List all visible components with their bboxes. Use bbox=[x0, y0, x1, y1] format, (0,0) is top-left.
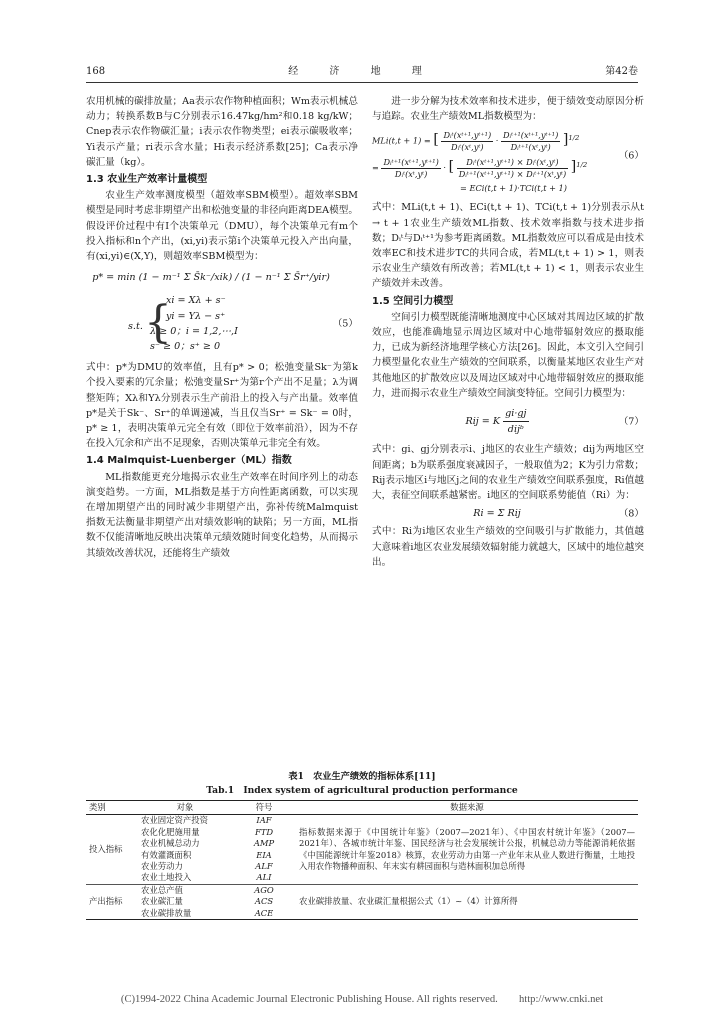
eq6-line3: = ECi(t,t + 1)·TCi(t,t + 1) bbox=[460, 183, 567, 194]
equation-7 bbox=[372, 406, 644, 437]
object-cell: 有效灌溉面积 bbox=[141, 849, 192, 860]
column-header: 对象 bbox=[138, 801, 232, 815]
section-heading-1-4: 1.4 Malmquist-Luenberger（ML）指数 bbox=[86, 455, 292, 467]
paragraph: ML指数能更充分地揭示农业生产效率在时间序列上的动态演变趋势。一方面，ML指数是基于方向性距离函数，可以实现在增加期望产出的同时减少非期望产出，弥补传统Malmquist指数无法衡量非期望产出对绩效影响的缺陷；另一方面，ML指数不仅能清晰地反映出决策单元绩效随时间变化趋势，从而揭示其绩效改善状况，还能将生产绩效 bbox=[86, 471, 358, 559]
eq5-label: s.t. bbox=[128, 321, 143, 333]
paragraph: 农用机械的碳排放量；Aa表示农作物种植面积；Wm表示机械总动力；转换系数B与C分别表示16.47kg/hm²和0.18 kg/kW；Cnep表示农作物碳汇量；i表示农作物类型；ei表示碳吸收率；Yi表示产量；ri表示含水量；Hi表示经济系数[25]；Ca表示净碳汇量（kg）。 bbox=[86, 96, 358, 168]
indicator-table bbox=[86, 800, 638, 920]
eq6-fraction: $\frac{\text{Dᵢᵗ(xᵗ⁺¹,yᵗ⁺¹) × Dᵢᵗ(xᵗ,yᵗ)}}{\text{Dᵢᵗ⁺¹(xᵗ⁺¹,yᵗ⁺¹) × Dᵢᵗ⁺¹(xᵗ,yᵗ)}}$ bbox=[458, 157, 567, 180]
eq7-lhs: Rij = K bbox=[465, 416, 501, 428]
paragraph: 进一步分解为技术效率和技术进步，便于绩效变动原因分析与追踪。农业生产绩效ML指数模型为： bbox=[372, 96, 644, 123]
eq5-line: λ ≥ 0；i = 1,2,⋯,I bbox=[150, 325, 238, 337]
category-cell: 产出指标 bbox=[86, 884, 138, 919]
section-heading-1-5: 1.5 空间引力模型 bbox=[372, 295, 454, 307]
equation-number: （7） bbox=[618, 416, 644, 428]
table-title-cn: 表1 农业生产绩效的指标体系[11] bbox=[288, 771, 436, 782]
table-title-en: Tab.1 Index system of agricultural production performance bbox=[206, 785, 518, 796]
object-cell: 农业碳排放量 bbox=[138, 908, 232, 920]
eq5-line: s⁻ ≥ 0；s⁺ ≥ 0 bbox=[150, 341, 221, 353]
equation-number: （5） bbox=[332, 318, 358, 330]
object-cell: 农化化肥施用量 bbox=[141, 826, 200, 837]
paragraph: 式中：Ri为i地区农业生产绩效的空间吸引与扩散能力，其值越大意味着i地区农业发展绩效辐射能力就越大，区域中的地位越突出。 bbox=[372, 526, 644, 568]
eq6-power: 1/2 bbox=[576, 161, 588, 170]
object-cell: 农业总产值 bbox=[141, 884, 183, 895]
symbol-cell: ACE bbox=[232, 908, 296, 920]
column-header: 符号 bbox=[232, 801, 296, 815]
source-cell: 农业碳排放量、农业碳汇量根据公式（1）~（4）计算所得 bbox=[296, 884, 638, 919]
object-cell: 农业固定资产投资 bbox=[141, 815, 208, 826]
eq8-body: Ri = Σ Rij bbox=[473, 508, 521, 520]
source-cell: 指标数据来源于《中国统计年鉴》（2007—2021年）、《中国农村统计年鉴》（2007—2021年）、各城市统计年鉴、国民经济与社会发展统计公报，机械总动力等能源消耗依据《中国能源统计年鉴2018》核算，农业劳动力由第一产业年末从业人数进行衡量，土地投入用农作物播种面积、年末实有耕园面积与造林面积加总所得 bbox=[296, 815, 638, 884]
symbol-cell: FTD bbox=[254, 826, 274, 837]
journal-name: 经 济 地 理 bbox=[288, 66, 436, 77]
eq5-line: yi = Yλ − s⁺ bbox=[166, 310, 226, 322]
table-header-row bbox=[86, 801, 638, 815]
equation-6: MLi(t,t + 1) = [ $\frac{\text{Dᵢᵗ(xᵗ⁺¹,yᵗ⁺¹)}}{\text{Dᵢᵗ(xᵗ,yᵗ)}}$ · $\frac{\text{Dᵢᵗ⁺¹(xᵗ⁺¹,yᵗ⁺¹)}}{\text{Dᵢᵗ⁺¹(xᵗ,yᵗ)}}$ ]$^{1/2}$ = $\frac{\text{Dᵢᵗ⁺¹(xᵗ⁺¹,yᵗ⁺¹)}}{\text{Dᵢᵗ(xᵗ,yᵗ)}}$ · [ $\frac{\text{Dᵢᵗ(xᵗ⁺¹,yᵗ⁺¹) × Dᵢᵗ(xᵗ,yᵗ)}}{\text{Dᵢᵗ⁺¹(xᵗ⁺¹,yᵗ⁺¹) × Dᵢᵗ⁺¹(xᵗ,yᵗ)}}$ ]$^{1/2}$ = ECi(t,t + 1)·TCi(t,t + 1) （6） bbox=[372, 130, 644, 194]
paragraph: 式中：gi、gj分别表示i、j地区的农业生产绩效；dij为两地区空间距离；b为联系强度衰减因子，一般取值为2；K为引力常数；Rij表示地区i与地区j之间的农业生产绩效空间联系强度，Ri值越大，表征空间联系越紧密。i地区的空间联系势能值（Ri）为： bbox=[372, 444, 644, 502]
header-rule bbox=[86, 82, 638, 83]
equation-5: s.t. { xi = Xλ + s⁻ yi = Yλ − s⁺ λ ≥ 0；i = 1,2,⋯,I s⁻ ≥ 0；s⁺ ≥ 0 （5） bbox=[86, 293, 358, 354]
object-cell: 农业劳动力 bbox=[141, 861, 183, 872]
eq6-fraction: $\frac{\text{Dᵢᵗ⁺¹(xᵗ⁺¹,yᵗ⁺¹)}}{\text{Dᵢᵗ(xᵗ,yᵗ)}}$ bbox=[383, 157, 439, 180]
symbol-cell: IAF bbox=[256, 815, 272, 826]
column-header: 类别 bbox=[86, 801, 138, 815]
symbol-cell: ALI bbox=[232, 872, 296, 884]
table-row bbox=[86, 815, 638, 827]
eq6-lhs: MLi(t,t + 1) = bbox=[372, 135, 431, 146]
table-caption bbox=[86, 770, 638, 798]
object-cell: 农业土地投入 bbox=[138, 872, 232, 884]
symbol-cell: EIA bbox=[256, 849, 272, 860]
eq5-line: xi = Xλ + s⁻ bbox=[166, 295, 226, 307]
page-number: 168 bbox=[86, 66, 106, 77]
paragraph: 空间引力模型既能清晰地测度中心区域对其周边区域的扩散效应，也能准确地显示周边区域对中心地带辐射效应的摄取能力，已成为新经济地理学核心方法[26]。因此，本文引入空间引力模型量化农业生产绩效的空间联系，以衡量某地区农业生产对其他地区的扩散效应以及周边区域对中心地带辐射效应的摄取能力，进而揭示农业生产绩效空间演变特征。空间引力模型为： bbox=[372, 311, 644, 399]
symbol-cell: AGO bbox=[254, 884, 274, 895]
table-row bbox=[86, 884, 638, 896]
equation-number: （6） bbox=[618, 150, 644, 162]
symbol-cell: AMP bbox=[253, 838, 275, 849]
paragraph: 农业生产效率测度模型（超效率SBM模型）。超效率SBM模型是同时考虑非期望产出和松弛变量的非径向距离DEA模型。假设评价过程中有I个决策单元（DMU），每个决策单元有m个投入指标和n个产出，(xi,yi)表示第i个决策单元投入产出向量，有(xi,yi)∈(X,Y)，则超效率SBM模型为： bbox=[86, 190, 358, 263]
eq6-fraction: $\frac{\text{Dᵢᵗ(xᵗ⁺¹,yᵗ⁺¹)}}{\text{Dᵢᵗ(xᵗ,yᵗ)}}$ bbox=[443, 130, 492, 153]
object-cell: 农业碳汇量 bbox=[141, 896, 183, 907]
copyright-footer: (C)1994-2022 China Academic Journal Electronic Publishing House. All rights reserved. http://www.cnki.net bbox=[120, 994, 604, 1005]
section-heading-1-3: 1.3 农业生产效率计量模型 bbox=[86, 174, 208, 186]
paragraph: 式中：MLi(t,t + 1)、ECi(t,t + 1)、TCi(t,t + 1)分别表示从t → t + 1农业生产绩效ML指数、技术效率指数与技术进步指数；Dᵢᵗ与Dᵢᵗ⁺¹为参考距离函数。ML指数效应可以看成是由技术效率EC和技术进步TC的共同合成，若ML(t,t + 1) > 1，则表示农业生产绩效有所改善；若ML(t,t + 1) < 1，则表示农业生产绩效并未改善。 bbox=[372, 202, 644, 290]
category-cell: 投入指标 bbox=[86, 815, 138, 884]
right-column bbox=[372, 94, 644, 570]
eq7-fraction: $\frac{gi\cdot gj}{\text{dijᵇ}}$ bbox=[505, 408, 527, 436]
equation-4: p* = min (1 − m⁻¹ Σ S̄k⁻/xik) / (1 − n⁻¹ Σ S̄r⁺/yir) bbox=[92, 272, 330, 284]
symbol-cell: ACS bbox=[254, 896, 274, 907]
object-cell: 农业机械总动力 bbox=[141, 838, 200, 849]
running-header bbox=[86, 64, 638, 80]
eq6-power: 1/2 bbox=[568, 134, 580, 143]
paragraph: 式中：p*为DMU的效率值，且有p* > 0；松弛变量Sk⁻为第k个投入要素的冗余量；松弛变量Sr⁺为第r个产出不足量；λ为调整矩阵；Xλ和Yλ分别表示生产前沿上的投入与产出量。效率值p*是关于Sk⁻、Sr⁺的单调递减，当且仅当Sr⁺ = Sk⁻ = 0时，p* ≥ 1，表明决策单元完全有效（即位于效率前沿），因为不存在投入冗余和产出不足现象，否则决策单元非完全有效。 bbox=[86, 362, 358, 450]
column-header: 数据来源 bbox=[296, 801, 638, 815]
left-column bbox=[86, 94, 358, 561]
equation-8 bbox=[372, 506, 644, 521]
eq6-fraction: $\frac{\text{Dᵢᵗ⁺¹(xᵗ⁺¹,yᵗ⁺¹)}}{\text{Dᵢᵗ⁺¹(xᵗ,yᵗ)}}$ bbox=[502, 130, 559, 153]
volume-label: 第42卷 bbox=[605, 66, 638, 77]
equation-number: （8） bbox=[618, 508, 644, 520]
symbol-cell: ALF bbox=[255, 861, 273, 872]
